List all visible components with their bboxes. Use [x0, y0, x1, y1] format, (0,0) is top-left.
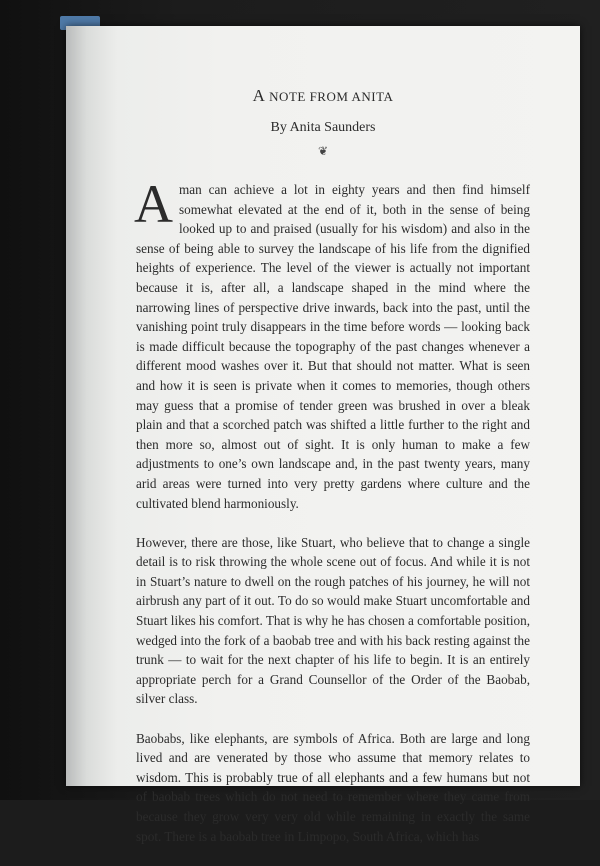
paragraph-1-text: man can achieve a lot in eighty years and then find himself somewhat elevated at the end of it, both in the sense of being looked up to and praised (usually for his wisdom) and also in the sense of being able to survey the landscape of his life from the dignified heights of experience. The level of the viewer is actually not important because it is, after all, a landscape shaped in the mind where the narrowing lines of perspective drive inwards, back into the past, until the vanishing point truly disappears in the time before words — looking back is made difficult because the topography of the past changes whenever a different mood washes over it. But that should not matter. What is seen and how it is seen is private when it comes to memories, though others may guess that a promise of tender green was brushed in over a bleak plain and that a scorched patch was shifted a little further to the right and then more so, almost out of sight. It is only human to make a few adjustments to one’s own landscape and, in the past twenty years, many arid areas were turned into very pretty gardens where culture and the cultivated blend harmoniously. — [136, 182, 530, 511]
title-rest: NOTE FROM ANITA — [265, 89, 394, 104]
byline: By Anita Saunders — [270, 120, 376, 135]
paragraph-3: Baobabs, like elephants, are symbols of Africa. Both are large and long lived and are venerated by those who assume that memory relates to wisdom. This is probably true of all elephants and a few humans but not of baobab trees which do not need to remember where they came from because they grow very very old while remaining in exactly the same spot. There is a baobab tree in Limpopo, South Africa, which has — [136, 730, 530, 844]
paragraph-2: However, there are those, like Stuart, who believe that to change a single detail is to risk throwing the whole scene out of focus. And while it is not in Stuart’s nature to dwell on the rough patches of his journey, he will not airbrush any part of it out. To do so would make Stuart uncomfortable and Stuart likes his comfort. That is why he has chosen a comfortable position, wedged into the fork of a baobab tree and with his back resting against the trunk — to wait for the next chapter of his life to begin. It is an entirely appropriate perch for a Grand Counsellor of the Order of the Baobab, silver class. — [136, 534, 530, 707]
title-initial: A — [252, 86, 266, 105]
book-page — [66, 26, 580, 844]
paragraph-1 — [134, 174, 530, 513]
page-title — [66, 86, 580, 106]
drop-cap: A — [134, 174, 173, 234]
fleuron-ornament-icon: ❦ — [317, 144, 329, 158]
article-body — [134, 174, 530, 866]
